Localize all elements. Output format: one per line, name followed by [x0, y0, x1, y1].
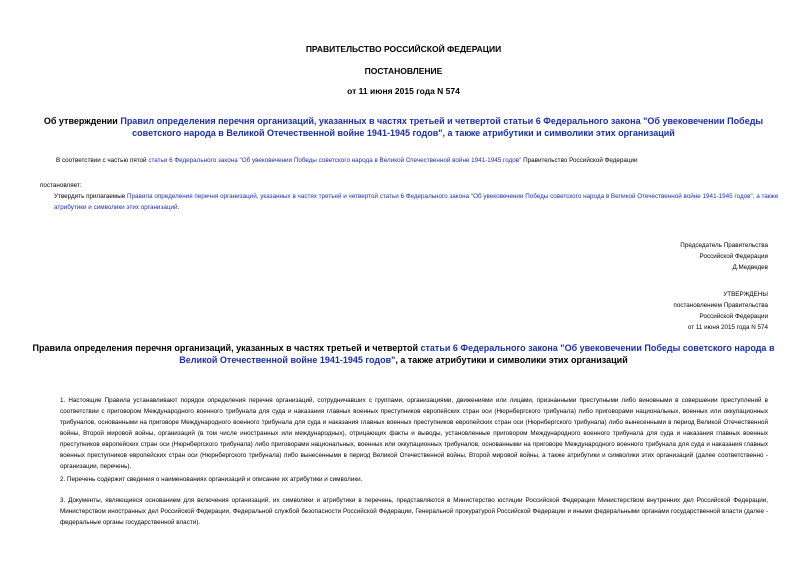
rules-paragraph-3-text: 3. Документы, являющиеся основанием для включения организаций, их символики и атрибутики в перечень, представляются в Министерство юстиции Российской Федерации Министерством внутренних дел Российской Федерации, Министерством иностранных дел Российской Федерации, Федеральной службой безопасности Российской Федерации, Генеральной прокуратурой Российской Федерации и иными федеральными органами государственной власти (далее - федеральные органы государственной власти).	[60, 497, 768, 526]
document-date-number: от 11 июня 2015 года N 574	[347, 86, 460, 96]
title-prefix: Об утверждении	[43, 116, 121, 126]
rules-title-suffix: , а также атрибутики и символики этих организаций	[395, 355, 628, 365]
rules-paragraph-1	[40, 395, 768, 472]
preamble-text-after: Правительство Российской Федерации	[521, 157, 638, 164]
signature-name: Д.Медведев	[732, 264, 768, 271]
signature-country: Российской Федерации	[699, 253, 768, 260]
preamble-paragraph	[56, 155, 776, 166]
approve-prefix: Утвердить прилагаемые	[54, 193, 127, 200]
document-type-heading: ПОСТАНОВЛЕНИЕ	[364, 66, 443, 76]
rules-paragraph-3	[40, 495, 768, 528]
decides-label: постановляет:	[40, 182, 82, 189]
document-title	[30, 115, 777, 139]
government-heading: ПРАВИТЕЛЬСТВО РОССИЙСКОЙ ФЕДЕРАЦИИ	[305, 44, 502, 54]
approval-stamp-block	[673, 289, 768, 333]
approve-paragraph	[40, 191, 780, 213]
preamble-text-before: В соответствии с частью пятой	[56, 157, 149, 164]
rules-title-prefix: Правила определения перечня организаций, указанных в частях третьей и четвертой	[32, 343, 421, 353]
rules-paragraph-2-text: 2. Перечень содержит сведения о наименованиях организаций и описание их атрибутики и символики.	[60, 476, 363, 483]
rules-title	[30, 342, 777, 366]
preamble-law-link[interactable]: статьи 6 Федерального закона "Об увековечении Победы советского народа в Великой Отечественной войне 1941-1945 годов"	[148, 157, 522, 164]
approve-suffix: .	[177, 204, 180, 211]
rules-title-link[interactable]: статьи 6 Федерального закона "Об увековечении Победы советского народа в Великой Отечественной войне 1941-1945 годов"	[179, 343, 775, 365]
approved-by: постановлением Правительства	[673, 302, 768, 309]
signature-position: Председатель Правительства	[680, 242, 768, 249]
approve-rules-link[interactable]: Правила определения перечня организаций, указанных в частях третьей и четвертой статьи 6 Федерального закона "Об увековечении Победы советского народа в Великой Отечественной войне 1941-1945 годов", а также атрибутики и символики этих организаций	[54, 193, 779, 211]
rules-paragraph-1-text: 1. Настоящие Правила устанавливают порядок определения перечня организаций, сотрудничавших с группами, организациями, движениями или лицами, признанными преступными либо виновными в совершении преступлений в соответствии с приговором Международного военного трибунала для суда и наказания главных военных преступников европейских стран оси (Нюрнбергского трибунала) либо приговорами национальных, военных или оккупационных трибуналов, основанными на приговоре Международного военного трибунала для суда и наказания главных военных преступников европейских стран оси (Нюрнбергского трибунала) либо вынесенными в период Великой Отечественной войны, Второй мировой войны, организаций (в том числе иностранных или международных), отрицающих факты и выводы, установленные приговором Международного военного трибунала для суда и наказания главных военных преступников европейских стран оси (Нюрнбергского трибунала) либо приговорами национальных, военных или оккупационных трибуналов, основанными на приговоре Международного военного трибунала для суда и наказания главных военных преступников европейских стран оси (Нюрнбергского трибунала) либо вынесенными в период Великой Отечественной войны, Второй мировой войны, а также атрибутики и символики этих организаций (далее соответственно - организации, перечень).	[60, 397, 768, 470]
title-link[interactable]: Правил определения перечня организаций, указанных в частях третьей и четвертой статьи 6 Федерального закона "Об увековечении Победы советского народа в Великой Отечественной войне 1941-1945 годов", а также атрибутики и символики этих организаций	[120, 116, 764, 138]
signature-block	[680, 240, 768, 273]
decision-block	[40, 180, 780, 213]
rules-paragraph-2	[40, 474, 768, 485]
approved-date: от 11 июня 2015 года N 574	[687, 324, 768, 331]
approved-country: Российской Федерации	[699, 313, 768, 320]
approved-label: УТВЕРЖДЕНЫ	[723, 291, 768, 298]
